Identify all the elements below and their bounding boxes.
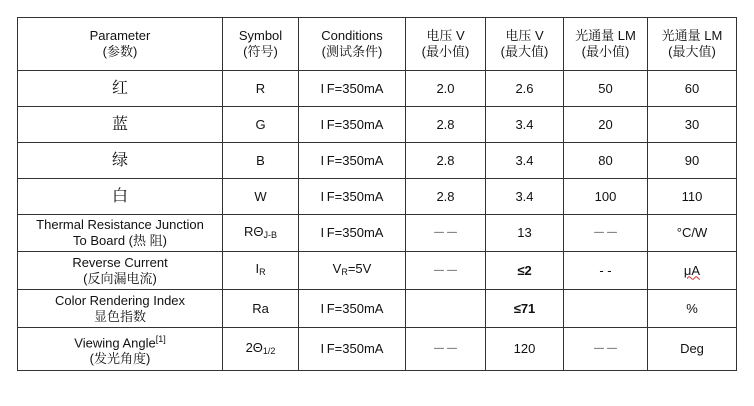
voltage-min-cell: 2.0 [406, 71, 486, 107]
conditions-cell: I F=350mA [299, 143, 406, 179]
flux-min-cell: －－ [564, 215, 648, 252]
table-row-white [18, 179, 737, 215]
param-cell: 红 [18, 71, 223, 107]
flux-min-cell: 100 [564, 179, 648, 215]
table-row-blue [18, 107, 737, 143]
conditions-cell: I F=350mA [299, 107, 406, 143]
flux-min-cell: 50 [564, 71, 648, 107]
symbol-cell: R [223, 71, 299, 107]
voltage-min-cell: －－ [406, 328, 486, 371]
flux-max-cell: μA [648, 252, 737, 290]
param-cell: 蓝 [18, 107, 223, 143]
conditions-cell: I F=350mA [299, 215, 406, 252]
voltage-max-cell: 3.4 [486, 107, 564, 143]
flux-min-cell: 20 [564, 107, 648, 143]
conditions-cell: I F=350mA [299, 290, 406, 328]
spec-table [17, 17, 737, 371]
flux-min-cell: 80 [564, 143, 648, 179]
symbol-cell: $I_R$ [223, 252, 299, 290]
voltage-max-cell: 3.4 [486, 143, 564, 179]
symbol-cell: $2\Theta_{1/2}$ [223, 328, 299, 371]
voltage-max-cell: ≤2 [486, 252, 564, 290]
voltage-min-cell [406, 290, 486, 328]
voltage-min-cell: －－ [406, 252, 486, 290]
voltage-max-cell: 120 [486, 328, 564, 371]
param-cell: 绿 [18, 143, 223, 179]
voltage-min-cell: 2.8 [406, 107, 486, 143]
voltage-max-cell: 2.6 [486, 71, 564, 107]
table-row-reverse-current [18, 252, 737, 290]
flux-max-cell: 90 [648, 143, 737, 179]
header-voltage-max: 电压 V (最大值) [486, 18, 564, 71]
header-flux-min: 光通量 LM (最小值) [564, 18, 648, 71]
table-row-viewing-angle [18, 328, 737, 371]
param-cell: 白 [18, 179, 223, 215]
conditions-cell: I F=350mA [299, 179, 406, 215]
symbol-cell: $R\Theta_{J-B}$ [223, 215, 299, 252]
flux-min-cell [564, 290, 648, 328]
header-voltage-min: 电压 V (最小值) [406, 18, 486, 71]
header-flux-max: 光通量 LM (最大值) [648, 18, 737, 71]
header-conditions: Conditions (测试条件) [299, 18, 406, 71]
symbol-cell: Ra [223, 290, 299, 328]
conditions-cell: I F=350mA [299, 328, 406, 371]
symbol-cell: G [223, 107, 299, 143]
conditions-cell: I F=350mA [299, 71, 406, 107]
header-row [18, 18, 737, 71]
table-row-red [18, 71, 737, 107]
conditions-cell: $V_R=5V$ [299, 252, 406, 290]
flux-max-cell: °C/W [648, 215, 737, 252]
param-cell: Reverse Current (反向漏电流) [18, 252, 223, 290]
flux-max-cell: 60 [648, 71, 737, 107]
flux-max-cell: % [648, 290, 737, 328]
table-row-green [18, 143, 737, 179]
voltage-min-cell: 2.8 [406, 179, 486, 215]
param-cell: Thermal Resistance Junction To Board (热 阻) [18, 215, 223, 252]
flux-max-cell: 110 [648, 179, 737, 215]
param-cell: Color Rendering Index 显色指数 [18, 290, 223, 328]
flux-min-cell: －－ [564, 328, 648, 371]
flux-min-cell: - - [564, 252, 648, 290]
header-symbol: Symbol (符号) [223, 18, 299, 71]
param-cell: Viewing Angle[1] (发光角度) [18, 328, 223, 371]
voltage-min-cell: 2.8 [406, 143, 486, 179]
flux-max-cell: 30 [648, 107, 737, 143]
flux-max-cell: Deg [648, 328, 737, 371]
table-row-color-rendering [18, 290, 737, 328]
symbol-cell: B [223, 143, 299, 179]
voltage-max-cell: ≤71 [486, 290, 564, 328]
symbol-cell: W [223, 179, 299, 215]
voltage-min-cell: －－ [406, 215, 486, 252]
voltage-max-cell: 13 [486, 215, 564, 252]
voltage-max-cell: 3.4 [486, 179, 564, 215]
header-parameter: Parameter (参数) [18, 18, 223, 71]
table-row-thermal [18, 215, 737, 252]
